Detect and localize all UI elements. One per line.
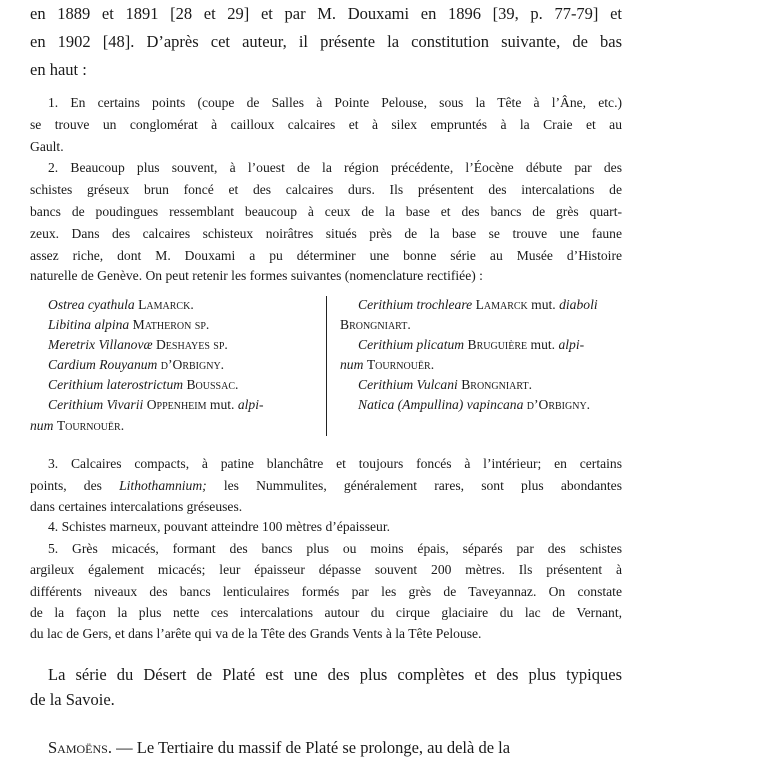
item2-line-6: naturelle de Genève. On peut retenir les formes suivantes (nomenclature rectifiée) :	[30, 268, 483, 283]
fauna-item-continued	[340, 317, 411, 333]
species-name: Cerithium plicatum	[358, 337, 465, 352]
fauna-item	[48, 297, 194, 313]
mutation-name: diaboli	[559, 297, 598, 312]
species-name: Libitina alpina	[48, 317, 130, 332]
section-text: — Le Tertiaire du massif de Platé se prolonge, au delà de la	[111, 738, 511, 757]
species-name: Ostrea cyathula	[48, 297, 135, 312]
fauna-item	[358, 297, 598, 313]
item2-line-1: 2. Beaucoup plus souvent, à l’ouest de la région précédente, l’Éocène débute par des	[48, 160, 622, 175]
species-author: Lamarck.	[138, 297, 194, 312]
item3-text: points, des	[30, 478, 120, 493]
species-author: Bruguière	[467, 337, 528, 352]
species-author: Matheron sp.	[132, 317, 210, 332]
conclusion-line-2: de la Savoie.	[30, 690, 115, 709]
species-author: Brongniart.	[461, 377, 532, 392]
fauna-item	[48, 337, 228, 353]
item5-line-2: argileux également micacés; leur épaisseur dépasse souvent 200 mètres. Ils présentent à	[30, 562, 622, 577]
intro-line-1: en 1889 et 1891 [28 et 29] et par M. Douxami en 1896 [39, p. 77-79] et	[30, 4, 622, 23]
item2-line-4: zeux. Dans des calcaires schisteux noirâtres situés près de la base se trouve une faune	[30, 226, 622, 241]
fauna-item-continued	[30, 418, 124, 434]
species-author: Tournouër.	[366, 357, 435, 372]
species-author: Deshayes sp.	[155, 337, 228, 352]
fauna-item	[48, 317, 209, 333]
item3-line-1: 3. Calcaires compacts, à patine blanchâtre et toujours foncés à l’intérieur; en certains	[48, 456, 622, 471]
section-heading: Samoëns.	[48, 738, 112, 757]
species-author: Brongniart.	[340, 317, 411, 332]
column-divider	[326, 296, 327, 436]
species-author: Tournouër.	[56, 418, 125, 433]
species-author: Boussac.	[186, 377, 239, 392]
item2-line-2: schistes gréseux brun foncé et des calcaires durs. Ils présentent des intercalations de	[30, 182, 622, 197]
species-name: Cardium Rouyanum	[48, 357, 158, 372]
fauna-item	[48, 357, 224, 373]
item3-line-3: dans certaines intercalations gréseuses.	[30, 499, 243, 514]
conclusion-line-1: La série du Désert de Platé est une des plus complètes et des plus typiques	[48, 665, 622, 684]
item1-line-1: 1. En certains points (coupe de Salles à Pointe Pelouse, sous la Tête à l’Âne, etc.)	[48, 95, 622, 110]
species-name: Cerithium Vulcani	[358, 377, 458, 392]
item5-line-5: du lac de Gers, et dans l’arête qui va de la Tête des Grands Vents à la Tête Pelouse.	[30, 626, 482, 641]
fauna-item	[358, 397, 590, 413]
mutation-name: alpi-	[558, 337, 585, 352]
fauna-item	[358, 337, 584, 353]
species-name-continued: num	[30, 418, 54, 433]
intro-line-2: en 1902 [48]. D’après cet auteur, il présente la constitution suivante, de bas	[30, 32, 622, 51]
species-name: Cerithium trochleare	[358, 297, 473, 312]
fauna-item	[48, 377, 238, 393]
genus-name: Lithothamnium;	[119, 478, 207, 493]
fauna-item	[358, 377, 532, 393]
fauna-item	[48, 397, 264, 413]
species-name: Cerithium laterostrictum	[48, 377, 184, 392]
species-name: Cerithium Vivarii	[48, 397, 144, 412]
item5-line-4: de la façon la plus nette ces intercalations autour du cirque glaciaire du lac de Vernant,	[30, 605, 622, 620]
species-name: Meretrix Villanovæ	[48, 337, 153, 352]
item5-line-1: 5. Grès micacés, formant des bancs plus ou moins épais, séparés par des schistes	[48, 541, 622, 556]
item5-line-3: différents niveaux des bancs lenticulaires formés par les grès de Taveyannaz. On constate	[30, 584, 622, 599]
species-name-continued: num	[340, 357, 364, 372]
mutation-label: mut.	[527, 337, 559, 352]
item2-line-5: assez riche, dont M. Douxami a pu déterminer une bonne série au Musée d’Histoire	[30, 248, 622, 263]
mutation-label: mut.	[206, 397, 238, 412]
species-author: Lamarck	[475, 297, 528, 312]
species-author: Oppenheim	[146, 397, 207, 412]
fauna-item-continued	[340, 357, 434, 373]
item3-text: les Nummulites, généralement rares, sont plus abondantes	[206, 478, 622, 493]
section-start	[30, 738, 622, 758]
item2-line-3: bancs de poudingues ressemblant beaucoup à ceux de la base et des bancs de grès quart-	[30, 204, 622, 219]
mutation-label: mut.	[527, 297, 560, 312]
mutation-name: alpi-	[237, 397, 264, 412]
item1-line-2: se trouve un conglomérat à cailloux calcaires et à silex empruntés à la Craie et au	[30, 117, 622, 132]
species-author: d’Orbigny.	[160, 357, 225, 372]
item1-line-3: Gault.	[30, 139, 64, 154]
species-author: d’Orbigny.	[526, 397, 591, 412]
item3-line-2	[30, 478, 622, 494]
item4-line-1: 4. Schistes marneux, pouvant atteindre 100 mètres d’épaisseur.	[48, 519, 391, 534]
species-name: Natica (Ampullina) vapincana	[358, 397, 524, 412]
intro-line-3: en haut :	[30, 60, 87, 79]
